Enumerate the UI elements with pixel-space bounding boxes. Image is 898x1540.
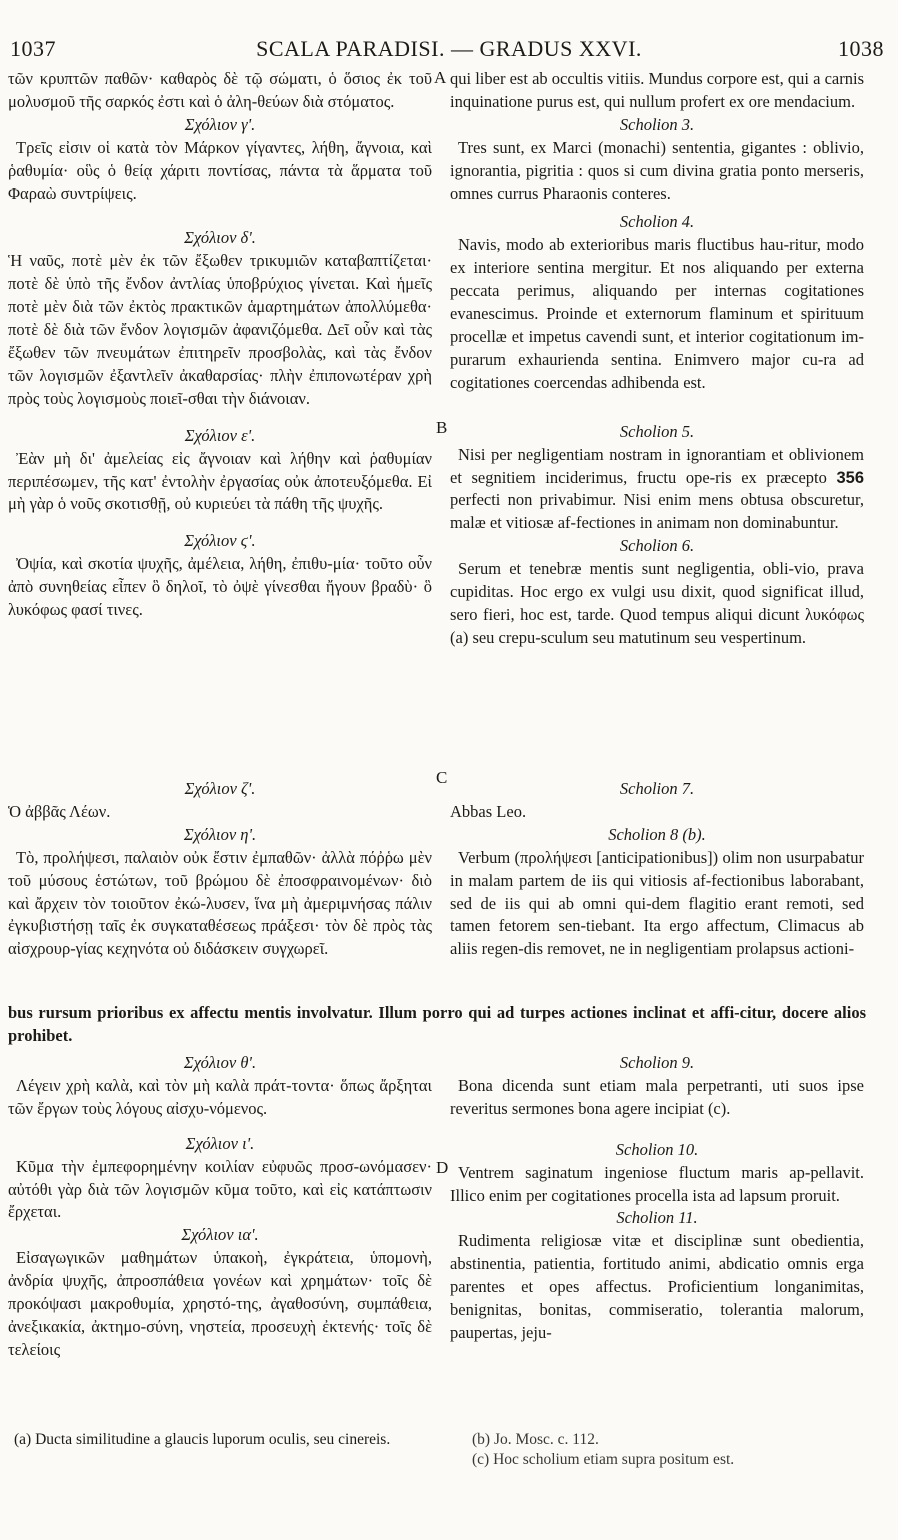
- column-number: 356: [836, 468, 865, 487]
- latin-scholion-9: Bona dicenda sunt etiam mala perpetranti, uti suos ipse reveritus sermones bona agere incipiat (c).: [450, 1075, 864, 1118]
- latin-scholion-6-title: Scholion 6.: [619, 536, 695, 556]
- footnotes-right: [472, 1430, 862, 1470]
- latin-column-bottom: [450, 1052, 864, 1345]
- margin-letter-c: C: [436, 768, 448, 787]
- footnote-c: (c) Hoc scholium etiam supra positum est.: [472, 1451, 735, 1468]
- greek-scholion-10: Κῦμα τὴν ἐμπεφορημένην κοιλίαν εὐφυῶς προσ-ωνόμασεν· αὐτόθι γὰρ διὰ τῶν λογισμῶν κῦμα τοῦτο, καὶ εἰς κατάπτωσιν ἔρχεται.: [8, 1156, 432, 1222]
- latin-scholion-3: Tres sunt, ex Marci (monachi) sententia, gigantes : oblivio, ignorantia, pigritia : quos si cum divina gratia ponto merseris, omnes currus Pharaonis conteres.: [450, 137, 864, 203]
- greek-scholion-7: Ὁ ἀββᾶς Λέων.: [8, 801, 111, 821]
- latin-scholion-8-title: Scholion 8 (b).: [608, 824, 706, 844]
- latin-column-middle: [450, 778, 864, 961]
- latin-column-top: [450, 68, 864, 650]
- greek-scholion-3-title: Σχόλιον γ'.: [184, 114, 256, 134]
- footnote-b: (b) Jo. Mosc. c. 112.: [472, 1431, 599, 1448]
- latin-intro: qui liber est ab occultis vitiis. Mundus corpore est, qui a carnis inquinatione purus est, qui nullum profert ex ore mendacium.: [450, 69, 864, 111]
- greek-scholion-5-title: Σχόλιον ε'.: [184, 425, 256, 445]
- greek-scholion-11-title: Σχόλιον ια'.: [181, 1225, 259, 1245]
- latin-scholion-9-title: Scholion 9.: [619, 1053, 695, 1072]
- greek-scholion-8: Τὸ, προλήψεσι, παλαιὸν οὐκ ἔστιν ἐμπαθῶν· ἀλλὰ πόῤῥω μὲν τοῦ μύσους ἑστώτων, τοῦ βρώμου δὲ ἐποσφραινομένων· διὸ καὶ ἄρχειν τὸν τοιοῦτον ἐκώ-λυσεν, ἵνα μὴ ἀμεριμνήσας πάλιν ἐγκυβιστήσῃ ταῖς ἐκ συγκαταθέσεως πράξεσι· τὸν δὲ πρὸς τὰς αἰσχρουρ-γίας κεχηνότα οὐ διδάσκειν συγχωρεῖ.: [8, 847, 432, 959]
- latin-scholion-3-title: Scholion 3.: [619, 114, 695, 134]
- running-header: [0, 36, 898, 66]
- greek-scholion-9: Λέγειν χρὴ καλὰ, καὶ τὸν μὴ καλὰ πράτ-τοντα· ὅπως ἄρξηται τῶν ἔργων τοὺς λόγους αἰσχυ-νόμενος.: [8, 1075, 432, 1118]
- greek-column-bottom: [8, 1052, 432, 1362]
- latin-scholion-10: Ventrem saginatum ingeniose fluctum maris ap-pellavit. Illico enim per cogitationes procella ista ad lapsum proruit.: [450, 1162, 864, 1205]
- latin-scholion-6: Serum et tenebræ mentis sunt negligentia, obli-vio, prava cupiditas. Hoc ergo ex vulgi usu dixit, quod significat illud, sero fieri, hoc est, tarde. Quod tempus aliqui dicunt λυκόφως (a) seu crepu-sculum seu matutinum seu vespertinum.: [450, 559, 864, 647]
- left-page-number: 1037: [10, 36, 56, 61]
- latin-scholion-5: [450, 444, 864, 536]
- greek-scholion-6: Ὀψία, καὶ σκοτία ψυχῆς, ἀμέλεια, λήθη, ἐπιθυ-μία· τοῦτο οὖν ἀπὸ συνηθείας εἶπεν ὃ δηλοῖ, τὸ ὀψὲ γίνεσθαι ἤγουν βραδὺ· ὃ λυκόφως φασί τινες.: [8, 554, 432, 620]
- latin-scholion-10-title: Scholion 10.: [615, 1139, 699, 1159]
- latin-scholion-5-title: Scholion 5.: [619, 421, 695, 441]
- margin-letter-d: D: [436, 1158, 449, 1177]
- greek-scholion-5: Ἐὰν μὴ δι' ἀμελείας εἰς ἄγνοιαν καὶ λήθην καὶ ῥαθυμίαν περιπέσωμεν, τῆς κατ' ἐντολὴν ἐργασίας οὐκ ἀποτευξόμεθα. Εἰ μὴ γὰρ ὁ νοῦς σκοτισθῇ, οὐ κυριεύει τὰ πάθη τῆς ψυχῆς.: [8, 448, 432, 514]
- latin-scholion-7-title: Scholion 7.: [619, 779, 695, 798]
- latin-scholion-8: Verbum (προλήψεσι [anticipationibus]) olim non usurpabatur in malam partem de iis qui vitiosis af-fectionibus laborabant, sed de iis qui ab omni qui-dem flagitio erant remoti, sed tamen fetorem sen-tiebant. Ita ergo affectum, Climacus ab aliis regen-dis removet, ne in negligentiam prolapsus actioni-: [450, 847, 864, 959]
- latin-scholion-8-continuation: [8, 1002, 866, 1048]
- latin-scholion-4-title: Scholion 4.: [619, 212, 695, 232]
- greek-column-top: [8, 68, 432, 622]
- running-title: SCALA PARADISI. — GRADUS XXVI.: [256, 36, 642, 61]
- greek-scholion-10-title: Σχόλιον ι'.: [185, 1133, 255, 1153]
- greek-column-middle: [8, 778, 432, 961]
- latin-scholion-5-part-a: Nisi per negligentiam nostram in ignorantiam et oblivionem et segnitiem inciderimus, fructu ope-ris ex præcepto: [450, 444, 864, 487]
- margin-letter-b: B: [436, 418, 448, 437]
- latin-scholion-8-end: bus rursum prioribus ex affectu mentis involvatur. Illum porro qui ad turpes actiones inclinat et affi-citur, docere alios prohibet.: [8, 1003, 866, 1045]
- greek-scholion-7-title: Σχόλιον ζ'.: [184, 779, 256, 798]
- latin-scholion-11: Rudimenta religiosæ vitæ et disciplinæ sunt obedientia, abstinentia, patientia, fortitudo animi, abdicatio omnis erga parentes et opes affectus. Proficientium longanimitas, benignitas, bonitas, commiseratio, tolerantia malorum, paupertas, jeju-: [450, 1231, 864, 1342]
- greek-scholion-8-title: Σχόλιον η'.: [183, 824, 257, 844]
- margin-letter-a: A: [434, 68, 447, 87]
- latin-scholion-11-title: Scholion 11.: [616, 1208, 698, 1228]
- latin-scholion-7: Abbas Leo.: [450, 801, 527, 821]
- greek-scholion-4: Ἡ ναῦς, ποτὲ μὲν ἐκ τῶν ἔξωθεν τρικυμιῶν καταβαπτίζεται· ποτὲ δὲ ὑπὸ τῆς ἔνδον ἀντλίας ὑποβρύχιος γίνεται. Καὶ ἡμεῖς ποτὲ μὲν διὰ τῶν ἐκτὸς πρακτικῶν ἁμαρτημάτων ἀπολλύμεθα· ποτὲ δὲ διὰ τῶν ἔνδον λογισμῶν ἀφανιζόμεθα. Δεῖ οὖν καὶ τὰς ἔξωθεν τῶν πνευμάτων ἐπιτηρεῖν προσβολὰς, καὶ τὰς ἔνδον τῶν λογισμῶν ἐξαντλεῖν ἀκαθαρσίας· πλὴν ἐπιπονωτέραν χρὴ πρὸς τοὺς λογισμοὺς ποιεῖ-σθαι τὴν διάνοιαν.: [8, 251, 432, 408]
- latin-scholion-5-part-b: perfecti non privabimur. Nisi enim mens obtusa obscuretur, malæ et vitiosæ af-fectiones in animam non dominabuntur.: [450, 490, 864, 533]
- footnote-a: (a) Ducta similitudine a glaucis luporum oculis, seu cinereis.: [14, 1431, 391, 1448]
- latin-scholion-4: Navis, modo ab exterioribus maris fluctibus hau-ritur, modo ex interiore sentina mergitur. Et nos aliquando per externa peccata perimus, aliquando per internas cogitationes evanescimus. Proinde et externorum flaminum et spirituum procellæ et impetus cavendi sunt, et interior cogitationum im-purarum exhaurienda sentina. Enimvero major cu-ra ad cogitationes coercendas adhibenda est.: [450, 235, 864, 392]
- greek-scholion-6-title: Σχόλιον ϛ'.: [184, 531, 256, 551]
- greek-scholion-4-title: Σχόλιον δ'.: [184, 228, 256, 248]
- greek-scholion-9-title: Σχόλιον θ'.: [183, 1053, 257, 1072]
- right-page-number: 1038: [838, 36, 884, 61]
- greek-intro: τῶν κρυπτῶν παθῶν· καθαρὸς δὲ τῷ σώματι, ὁ ὅσιος ἐκ τοῦ μολυσμοῦ τῆς σαρκός ἐστι καὶ ὁ ἀλη-θεύων διὰ στόματος.: [8, 69, 432, 111]
- greek-scholion-3: Τρεῖς εἰσιν οἱ κατὰ τὸν Μάρκον γίγαντες, λήθη, ἄγνοια, καὶ ῥαθυμία· οὓς ὁ θείᾳ χάριτι ποντίσας, πάντα τὰ ἅρματα τοῦ Φαραὼ συντρίψεις.: [8, 137, 432, 203]
- greek-scholion-11: Εἰσαγωγικῶν μαθημάτων ὑπακοὴ, ἐγκράτεια, ὑπομονὴ, ἀνδρία ψυχῆς, ἀπροσπάθεια γονέων καὶ χρημάτων· τοῖς δὲ προκόψασι μακροθυμία, χρηστό-της, ἀγαθοσύνη, συμπάθεια, ἀνεξικακία, ἀκτημο-σύνη, νηστεία, προσευχὴ ἐκτενής· τοῖς δὲ τελείοις: [8, 1248, 432, 1359]
